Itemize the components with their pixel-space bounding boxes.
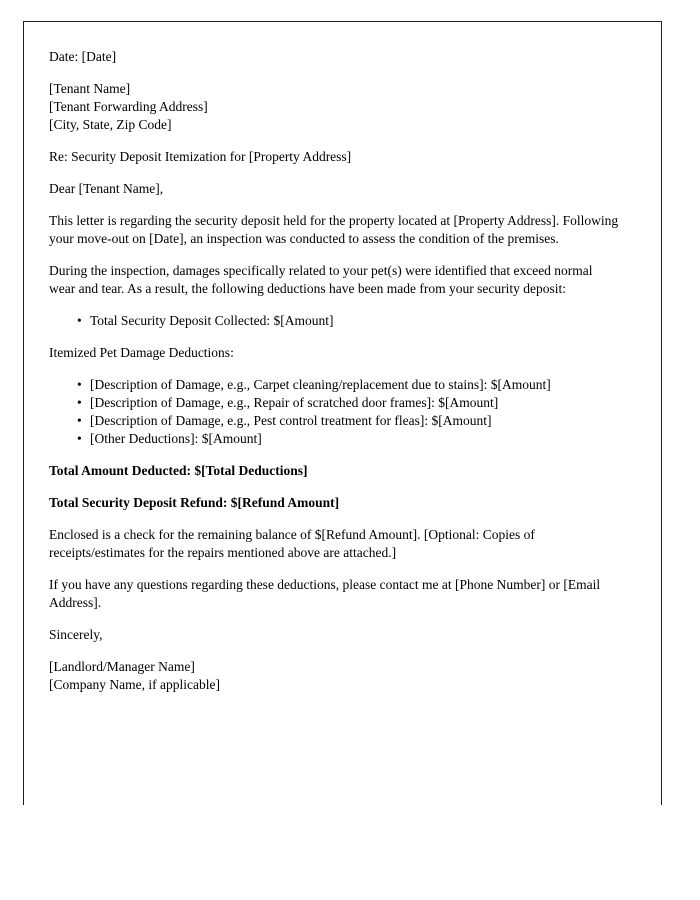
intro-paragraph: This letter is regarding the security deposit held for the property located at [Property Address]. Following your move-out on [Date], an inspection was conducted to assess the condition of the premises. bbox=[49, 213, 619, 246]
date-line: Date: [Date] bbox=[49, 49, 117, 64]
total-deducted: Total Amount Deducted: $[Total Deductions] bbox=[49, 463, 308, 478]
list-item: • [Other Deductions]: $[Amount] bbox=[49, 430, 622, 448]
signature-block bbox=[49, 658, 622, 694]
subject-line: Re: Security Deposit Itemization for [Property Address] bbox=[49, 149, 352, 164]
itemized-deductions-list bbox=[49, 376, 622, 448]
recipient-address: [Tenant Forwarding Address] bbox=[49, 99, 208, 114]
list-item: • [Description of Damage, e.g., Carpet cleaning/replacement due to stains]: $[Amount] bbox=[49, 376, 622, 394]
salutation: Dear [Tenant Name], bbox=[49, 181, 164, 196]
inspection-paragraph: During the inspection, damages specifically related to your pet(s) were identified that exceed normal wear and tear. As a result, the following deductions have been made from your security deposit: bbox=[49, 263, 593, 296]
list-item: • [Description of Damage, e.g., Repair of scratched door frames]: $[Amount] bbox=[49, 394, 622, 412]
enclosure-paragraph: Enclosed is a check for the remaining balance of $[Refund Amount]. [Optional: Copies of receipts/estimates for the repairs mentioned above are attached.] bbox=[49, 527, 535, 560]
document-body bbox=[49, 48, 622, 708]
total-refund: Total Security Deposit Refund: $[Refund Amount] bbox=[49, 495, 340, 510]
contact-paragraph: If you have any questions regarding these deductions, please contact me at [Phone Number] or [Email Address]. bbox=[49, 577, 601, 610]
closing: Sincerely, bbox=[49, 627, 103, 642]
recipient-name: [Tenant Name] bbox=[49, 81, 131, 96]
itemized-heading: Itemized Pet Damage Deductions: bbox=[49, 345, 234, 360]
document-page bbox=[23, 21, 662, 805]
recipient-address-block bbox=[49, 80, 622, 134]
deposit-collected-list bbox=[49, 312, 622, 330]
list-item: • Total Security Deposit Collected: $[Amount] bbox=[49, 312, 622, 330]
recipient-city-state-zip: [City, State, Zip Code] bbox=[49, 117, 172, 132]
signer-name: [Landlord/Manager Name] bbox=[49, 659, 195, 674]
signer-company: [Company Name, if applicable] bbox=[49, 677, 220, 692]
list-item: • [Description of Damage, e.g., Pest control treatment for fleas]: $[Amount] bbox=[49, 412, 622, 430]
